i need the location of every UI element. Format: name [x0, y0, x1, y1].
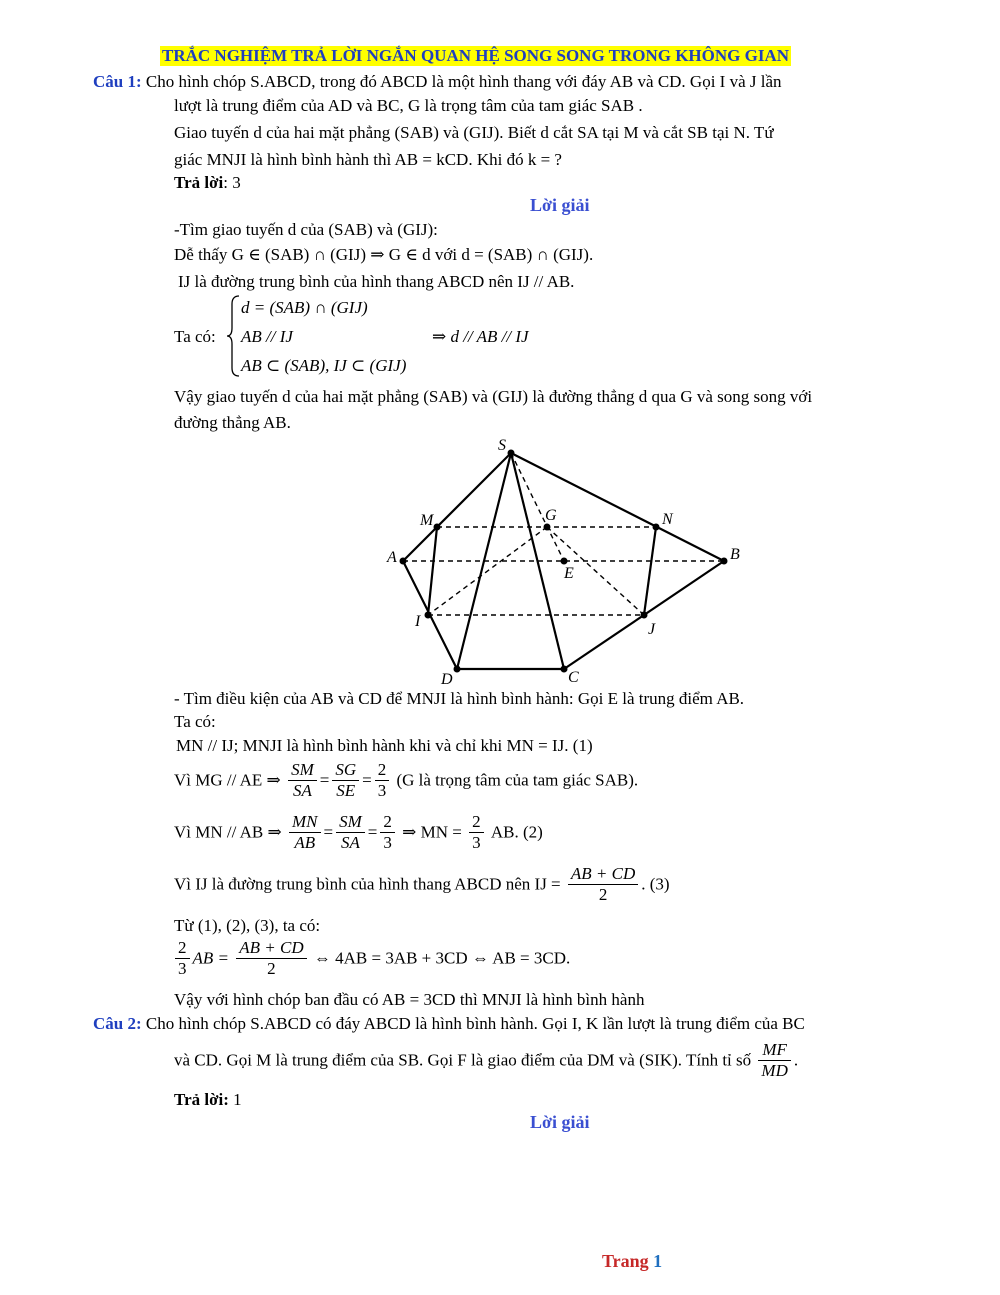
question-1-answer	[174, 173, 241, 193]
label-j: J	[648, 621, 656, 638]
line-10-prefix: Vì IJ là đường trung bình của hình thang ABCD nên IJ =	[174, 874, 561, 894]
question-2-text-2: và CD. Gọi M là trung điểm của SB. Gọi F là giao điểm của DM và (SIK). Tính tỉ số	[174, 1050, 752, 1070]
line-8-suffix: (G là trọng tâm của tam giác SAB).	[396, 770, 639, 790]
question-1-label: Câu 1:	[93, 72, 142, 91]
label-i: I	[415, 613, 421, 630]
numerator: SM	[336, 812, 365, 833]
numerator: 2	[375, 760, 390, 781]
question-1-text: Cho hình chóp S.ABCD, trong đó ABCD là một hình thang với đáy AB và CD. Gọi I và J lần	[145, 72, 782, 91]
fraction	[336, 812, 365, 853]
answer-value: 1	[233, 1090, 242, 1109]
numerator: AB + CD	[236, 938, 306, 959]
numerator: SM	[288, 760, 317, 781]
solution-line-4b: đường thẳng AB.	[174, 413, 291, 432]
line-12-mid: AB =	[192, 948, 229, 968]
denominator: 3	[377, 781, 387, 800]
brace-icon	[226, 294, 242, 378]
fraction	[375, 760, 390, 801]
question-2-line-2	[174, 1040, 798, 1081]
line-9-mid: ⇒ MN =	[402, 822, 462, 842]
solution-line-5: - Tìm điều kiện của AB và CD để MNJI là hình bình hành: Gọi E là trung điểm AB.	[174, 689, 745, 708]
numerator: AB + CD	[568, 864, 638, 885]
fraction	[288, 760, 317, 801]
solution-line-3: IJ là đường trung bình của hình thang ABCD nên IJ // AB.	[178, 272, 575, 291]
question-1-line-1	[93, 72, 782, 92]
denominator: SA	[292, 781, 312, 800]
fraction	[236, 938, 306, 979]
denominator: 3	[178, 959, 187, 978]
question-2-line-1	[93, 1014, 805, 1034]
answer-label: Trả lời:	[174, 1090, 229, 1109]
denominator: SE	[336, 781, 356, 800]
numerator: 2	[469, 812, 484, 833]
label-n: N	[662, 511, 673, 528]
solution-line-6: Ta có:	[174, 712, 216, 731]
fraction	[289, 812, 321, 853]
solution-line-10	[174, 864, 670, 905]
question-2-period: .	[793, 1050, 799, 1070]
line-8-prefix: Vì MG // AE ⇒	[174, 770, 281, 790]
label-e: E	[564, 565, 574, 582]
pyramid-figure	[380, 435, 760, 690]
numerator: MN	[289, 812, 321, 833]
numerator: SG	[332, 760, 359, 781]
system-line-1: d = (SAB) ∩ (GIJ)	[241, 298, 368, 317]
solution-line-11: Từ (1), (2), (3), ta có:	[174, 916, 321, 935]
fraction	[380, 812, 395, 853]
denominator: SA	[341, 833, 360, 852]
denominator: MD	[761, 1061, 788, 1080]
solution-line-4a: Vậy giao tuyến d của hai mặt phẳng (SAB) và (GIJ) là đường thẳng d qua G và song song với	[174, 387, 813, 406]
label-g: G	[545, 507, 557, 524]
fraction	[568, 864, 638, 905]
label-d: D	[441, 671, 453, 688]
label-c: C	[568, 669, 579, 686]
question-2-answer	[174, 1090, 242, 1110]
page-title: TRẮC NGHIỆM TRẢ LỜI NGẮN QUAN HỆ SONG SONG TRONG KHÔNG GIAN	[162, 46, 790, 65]
label-b: B	[730, 546, 740, 563]
page-footer	[602, 1251, 662, 1272]
numerator: 2	[380, 812, 395, 833]
line-10-suffix: . (3)	[641, 874, 670, 894]
solution-line-8: Vì MG // AE ⇒ $\frac{SM}{SA}$ = $\frac{SG}{SE}$ = $\frac{2}{3}$ (G là trọng tâm của tam giác SAB).	[174, 760, 639, 800]
solution-heading-2: Lời giải	[530, 1112, 590, 1132]
line-9-prefix: Vì MN // AB ⇒	[174, 822, 282, 842]
solution-line-7: MN // IJ; MNJI là hình bình hành khi và chỉ khi MN = IJ. (1)	[176, 736, 593, 755]
solution-line-1: -Tìm giao tuyến d của (SAB) và (GIJ):	[174, 220, 438, 239]
question-2-label: Câu 2:	[93, 1014, 142, 1033]
question-1-line-4: giác MNJI là hình bình hành thì AB = kCD. Khi đó k = ?	[174, 150, 562, 169]
solution-heading-1: Lời giải	[530, 195, 590, 215]
denominator: 2	[598, 885, 608, 904]
solution-line-2: Dễ thấy G ∈ (SAB) ∩ (GIJ) ⇒ G ∈ d với d = (SAB) ∩ (GIJ).	[174, 245, 594, 264]
page-label: Trang	[602, 1251, 649, 1271]
line-12-suffix: ⇔ 4AB = 3AB + 3CD ⇔ AB = 3CD.	[313, 948, 571, 968]
fraction	[332, 760, 359, 801]
system-line-2: AB // IJ	[241, 327, 293, 346]
line-9-suffix: AB. (2)	[490, 822, 543, 842]
solution-line-12	[172, 938, 570, 979]
page-number: 1	[653, 1251, 663, 1271]
numerator: 2	[175, 938, 190, 959]
label-a: A	[387, 549, 397, 566]
numerator: MF	[758, 1040, 790, 1061]
fraction	[758, 1040, 790, 1081]
answer-value: : 3	[223, 173, 241, 192]
solution-line-9: Vì MN // AB ⇒ $\frac{MN}{AB}$ = $\frac{SM}{SA}$ = $\frac{2}{3}$ ⇒ MN = $\frac{2}{3}$ AB. (2)	[174, 812, 543, 852]
answer-label: Trả lời	[174, 173, 224, 192]
denominator: 3	[383, 833, 392, 852]
ta-co-label: Ta có:	[174, 327, 216, 346]
question-1-line-2: lượt là trung điểm của AD và BC, G là trọng tâm của tam giác SAB .	[174, 96, 643, 115]
denominator: AB	[294, 833, 316, 852]
denominator: 2	[267, 959, 276, 978]
system-result: ⇒ d // AB // IJ	[432, 327, 529, 346]
denominator: 3	[472, 833, 481, 852]
fraction	[469, 812, 484, 853]
fraction	[175, 938, 190, 979]
solution-line-13: Vậy với hình chóp ban đầu có AB = 3CD thì MNJI là hình bình hành	[174, 990, 645, 1009]
label-s: S	[498, 437, 506, 454]
question-2-text: Cho hình chóp S.ABCD có đáy ABCD là hình bình hành. Gọi I, K lần lượt là trung điểm của BC	[145, 1014, 805, 1033]
label-m: M	[420, 512, 434, 529]
system-line-3: AB ⊂ (SAB), IJ ⊂ (GIJ)	[241, 356, 407, 375]
question-1-line-3: Giao tuyến d của hai mặt phẳng (SAB) và (GIJ). Biết d cắt SA tại M và cắt SB tại N. Tứ	[174, 123, 774, 142]
